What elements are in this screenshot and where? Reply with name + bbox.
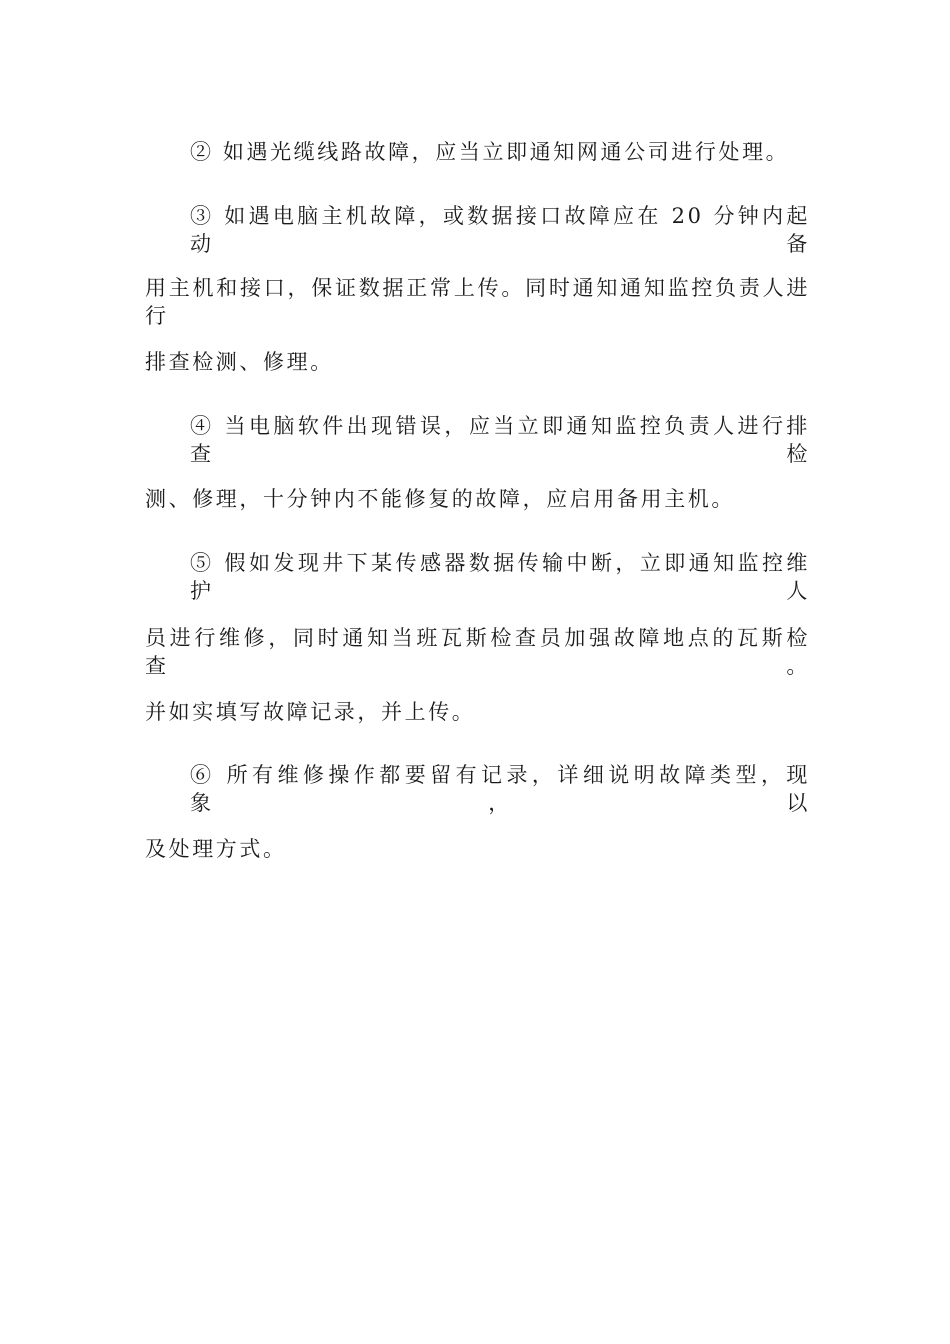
paragraph-6-line-1: ⑥ 所有维修操作都要留有记录，详细说明故障类型，现象，以	[190, 763, 810, 815]
paragraph-3-line-3: 排查检测、修理。	[145, 350, 334, 374]
paragraph-3-line-1: ③ 如遇电脑主机故障，或数据接口故障应在 20 分钟内起动备	[190, 204, 810, 256]
paragraph-6-line-2: 及处理方式。	[145, 837, 287, 861]
paragraph-5-line-1: ⑤ 假如发现井下某传感器数据传输中断，立即通知监控维护人	[190, 551, 810, 603]
paragraph-5-line-3: 并如实填写故障记录，并上传。	[145, 700, 476, 724]
paragraph-5-line-2: 员进行维修，同时通知当班瓦斯检查员加强故障地点的瓦斯检查。	[145, 626, 810, 678]
paragraph-4-line-2: 测、修理，十分钟内不能修复的故障，应启用备用主机。	[145, 487, 735, 511]
paragraph-4-line-1: ④ 当电脑软件出现错误，应当立即通知监控负责人进行排查检	[190, 414, 810, 466]
paragraph-3-line-2: 用主机和接口，保证数据正常上传。同时通知通知监控负责人进行	[145, 276, 810, 328]
paragraph-2-line-1: ② 如遇光缆线路故障，应当立即通知网通公司进行处理。	[190, 140, 790, 164]
